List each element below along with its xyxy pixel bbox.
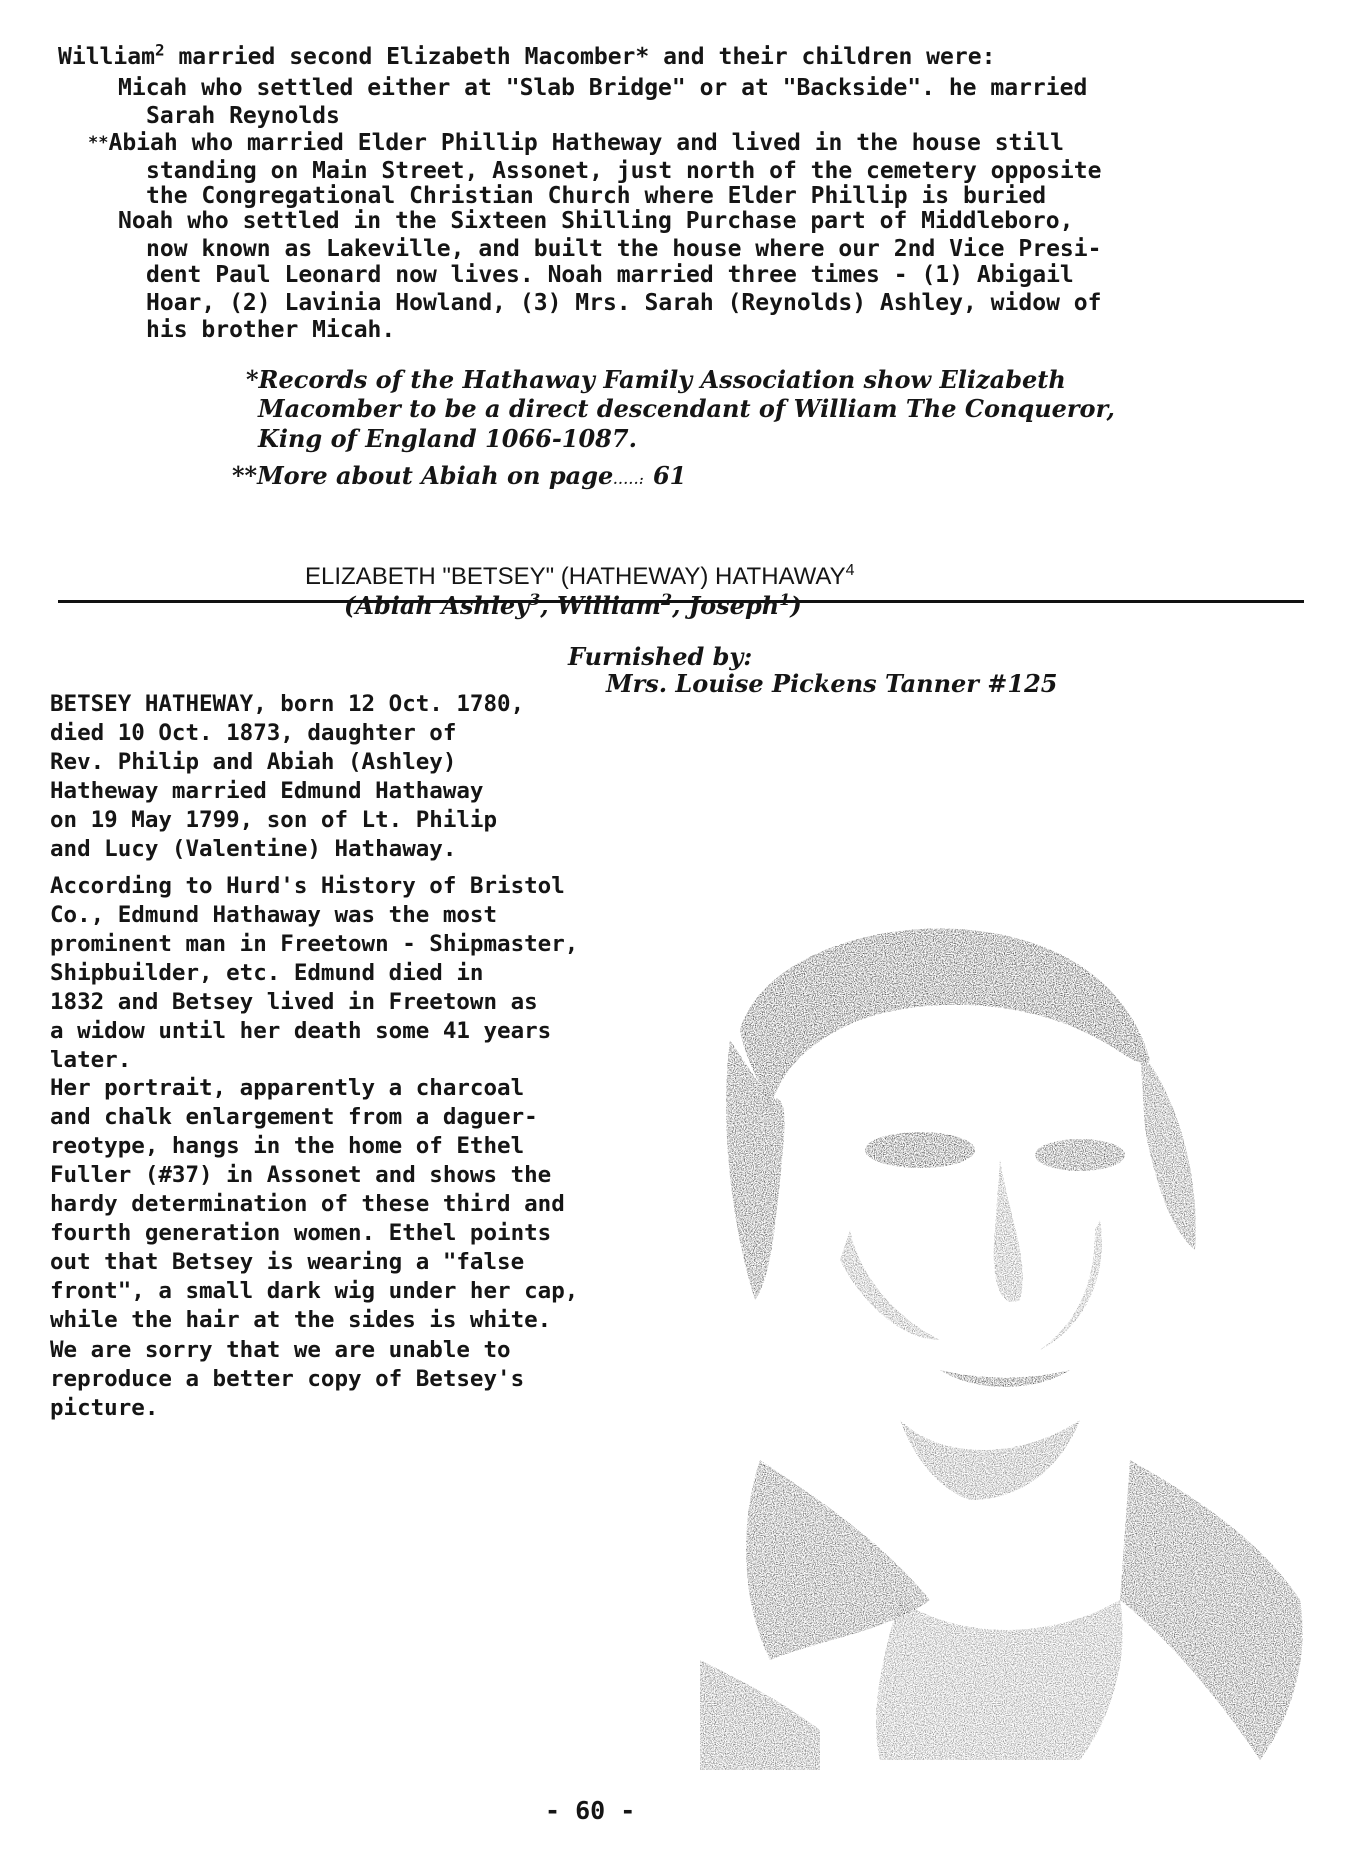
text-line: hardy determination of these third and — [50, 1191, 565, 1217]
text-line: out that Betsey is wearing a "false — [50, 1249, 525, 1275]
lineage-sup: 2 — [660, 590, 673, 609]
text-line: BETSEY HATHEWAY, born 12 Oct. 1780, — [50, 691, 525, 717]
text-line: while the hair at the sides is white. — [50, 1307, 552, 1333]
text-line: reotype, hangs in the home of Ethel — [50, 1133, 525, 1159]
lineage-part: , Joseph — [672, 591, 780, 620]
text-line: Hatheway married Edmund Hathaway — [50, 778, 484, 804]
text-line: We are sorry that we are unable to — [50, 1337, 511, 1363]
top-line-7: Noah who settled in the Sixteen Shilling Purchase part of Middleboro, — [118, 208, 1074, 234]
abiah-page-ref: 61 — [652, 461, 687, 490]
text-line: and chalk enlargement from a daguer- — [50, 1104, 538, 1130]
top-line-8: now known as Lakeville, and built the house where our 2nd Vice Presi- — [146, 236, 1102, 262]
text-line: Rev. Philip and Abiah (Ashley) — [50, 749, 457, 775]
top-line-4 — [88, 128, 1064, 159]
text-line: prominent man in Freetown - Shipmaster, — [50, 931, 579, 957]
text-line: on 19 May 1799, son of Lt. Philip — [50, 807, 498, 833]
article-title-sup: 4 — [845, 562, 855, 579]
top-line-2: Micah who settled either at "Slab Bridge" or at "Backside". he married — [118, 75, 1088, 101]
lineage-part: ) — [790, 591, 802, 620]
note-line-3: King of England 1066-1087. — [258, 424, 637, 453]
text-line: later. — [50, 1047, 132, 1073]
text-line: Co., Edmund Hathaway was the most — [50, 902, 498, 928]
text-line: Her portrait, apparently a charcoal — [50, 1075, 525, 1101]
abiah-note: **More about Abiah on page — [232, 461, 614, 490]
top-line-1 — [58, 42, 995, 73]
paragraph-1 — [50, 690, 524, 864]
article-lineage — [344, 589, 802, 622]
top-line-11: his brother Micah. — [146, 317, 396, 343]
text-line: front", a small dark wig under her cap, — [50, 1278, 579, 1304]
paragraph-3 — [50, 1074, 578, 1335]
first-word: William — [58, 44, 155, 70]
top-line-6: the Congregational Christian Church where Elder Phillip is buried — [146, 183, 1047, 209]
text-line: died 10 Oct. 1873, daughter of — [50, 720, 457, 746]
text-line: picture. — [50, 1395, 159, 1421]
note-line-1: *Records of the Hathaway Family Association show Elizabeth — [246, 365, 1066, 394]
first-sup: 2 — [154, 40, 165, 60]
lineage-sup: 1 — [779, 590, 791, 609]
article-title — [305, 562, 855, 592]
abiah-mark: ** — [88, 133, 109, 153]
lineage-part: , William — [540, 591, 661, 620]
top-line-9: dent Paul Leonard now lives. Noah married three times - (1) Abigail — [146, 262, 1074, 288]
text-line: a widow until her death some 41 years — [50, 1018, 552, 1044]
furnished-name: Mrs. Louise Pickens Tanner #125 — [606, 669, 1058, 698]
paragraph-2 — [50, 872, 578, 1075]
page-number: - 60 - — [545, 1796, 636, 1825]
text-line: fourth generation women. Ethel points — [50, 1220, 552, 1246]
text-line: reproduce a better copy of Betsey's — [50, 1366, 525, 1392]
note-line-4: **More about Abiah on page.....: 61 — [232, 461, 687, 490]
text-line: Shipbuilder, etc. Edmund died in — [50, 960, 484, 986]
top-line-text: married second Elizabeth Macomber* and their children were: — [178, 44, 996, 70]
text-line: Fuller (#37) in Assonet and shows the — [50, 1162, 552, 1188]
text-line: According to Hurd's History of Bristol — [50, 873, 565, 899]
text-line: 1832 and Betsey lived in Freetown as — [50, 989, 538, 1015]
lineage-sup: 3 — [529, 590, 541, 609]
article-title-text: ELIZABETH "BETSEY" (HATHEWAY) HATHAWAY — [305, 563, 846, 590]
text-line: and Lucy (Valentine) Hathaway. — [50, 836, 457, 862]
furnished-label: Furnished by: — [568, 642, 753, 671]
paragraph-4 — [50, 1336, 524, 1423]
top-line-10: Hoar, (2) Lavinia Howland, (3) Mrs. Sarah (Reynolds) Ashley, widow of — [146, 290, 1102, 316]
portrait-image — [700, 900, 1320, 1770]
note-line-2: Macomber to be a direct descendant of William The Conqueror, — [258, 394, 1115, 423]
top-line-3: Sarah Reynolds — [146, 103, 340, 129]
lineage-part: (Abiah Ashley — [344, 591, 530, 620]
top-line-5: standing on Main Street, Assonet, just north of the cemetery opposite — [146, 158, 1102, 184]
abiah-line: Abiah who married Elder Phillip Hatheway and lived in the house still — [108, 130, 1064, 156]
